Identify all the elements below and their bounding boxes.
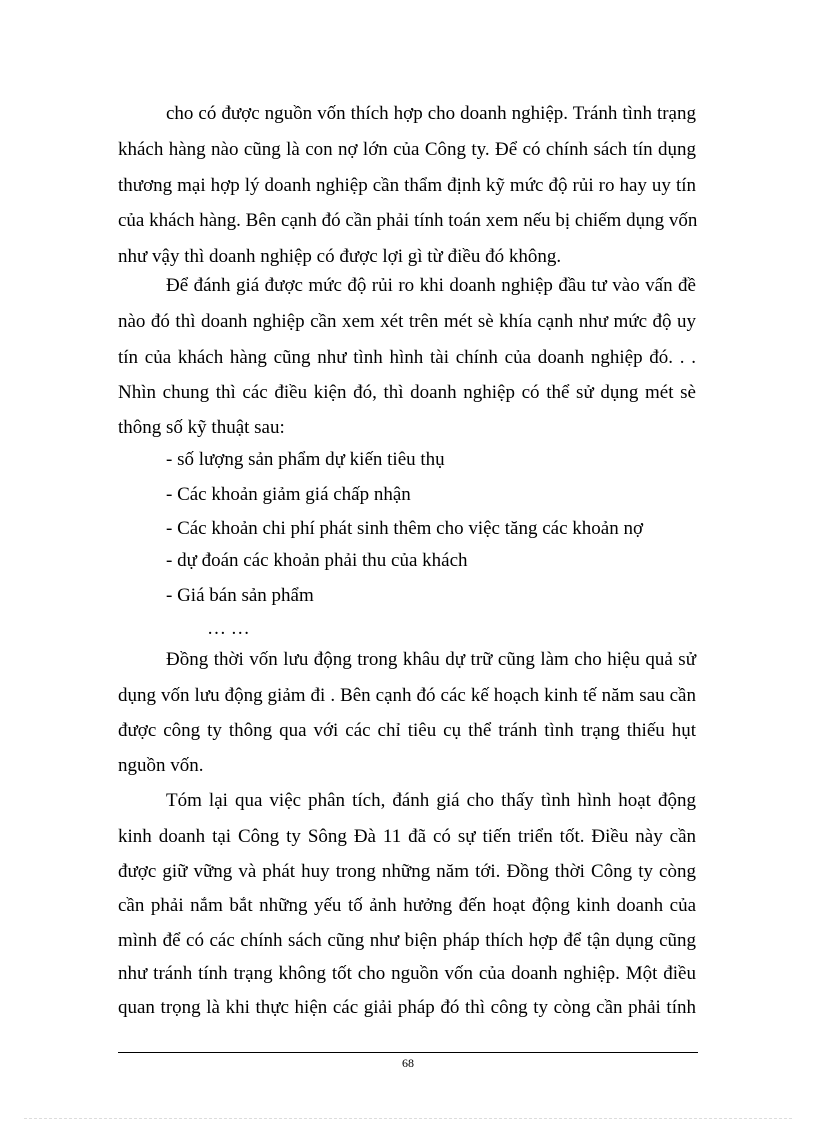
text-line: như tránh tính trạng không tốt cho nguồn vốn của doanh nghiệp. Một điều <box>118 963 696 984</box>
text-line: nguồn vốn. <box>118 755 204 776</box>
text-line: khách hàng nào cũng là con nợ lớn của Công ty. Để có chính sách tín dụng <box>118 139 696 160</box>
text-line: cần phải nắm bắt những yếu tố ảnh hưởng đến hoạt động kinh doanh của <box>118 895 696 916</box>
list-item: - Giá bán sản phẩm <box>166 585 314 606</box>
text-line: nào đó thì doanh nghiệp cần xem xét trên mét sè khía cạnh như mức độ uy <box>118 311 696 332</box>
list-item: - số lượng sản phẩm dự kiến tiêu thụ <box>166 449 445 470</box>
ellipsis: … … <box>207 618 250 639</box>
list-item: - Các khoản giảm giá chấp nhận <box>166 484 411 505</box>
text-line: quan trọng là khi thực hiện các giải pháp đó thì công ty còng cần phải tính <box>118 997 696 1018</box>
text-line: được công ty thông qua với các chỉ tiêu cụ thể tránh tình trạng thiếu hụt <box>118 720 696 741</box>
text-line: thông số kỹ thuật sau: <box>118 417 285 438</box>
list-item: - Các khoản chi phí phát sinh thêm cho việc tăng các khoản nợ <box>166 518 643 539</box>
text-line: Đồng thời vốn lưu động trong khâu dự trữ cũng làm cho hiệu quả sử <box>166 649 696 670</box>
text-line: Tóm lại qua việc phân tích, đánh giá cho thấy tình hình hoạt động <box>166 790 696 811</box>
footer-divider <box>118 1052 698 1053</box>
text-line: Để đánh giá được mức độ rủi ro khi doanh nghiệp đầu tư vào vấn đề <box>166 275 696 296</box>
text-line: cho có được nguồn vốn thích hợp cho doanh nghiệp. Tránh tình trạng <box>166 103 696 124</box>
text-line: tín của khách hàng cũng như tình hình tài chính của doanh nghiệp đó. . . <box>118 347 696 368</box>
text-line: kinh doanh tại Công ty Sông Đà 11 đã có sự tiến triển tốt. Điều này cần <box>118 826 696 847</box>
page-number: 68 <box>402 1056 414 1070</box>
list-item: - dự đoán các khoản phải thu của khách <box>166 550 468 571</box>
text-line: như vậy thì doanh nghiệp có được lợi gì từ điều đó không. <box>118 246 562 267</box>
text-line: thương mại hợp lý doanh nghiệp cần thẩm định kỹ mức độ rủi ro hay uy tín <box>118 175 696 196</box>
text-line: Nhìn chung thì các điều kiện đó, thì doanh nghiệp có thể sử dụng mét sè <box>118 382 696 403</box>
text-line: mình để có các chính sách cũng như biện pháp thích hợp để tận dụng cũng <box>118 930 696 951</box>
text-line: dụng vốn lưu động giảm đi . Bên cạnh đó các kế hoạch kinh tế năm sau cần <box>118 685 696 706</box>
page-bottom-border <box>24 1118 792 1119</box>
text-line: được giữ vững và phát huy trong những năm tới. Đồng thời Công ty còng <box>118 861 696 882</box>
text-line: của khách hàng. Bên cạnh đó cần phải tính toán xem nếu bị chiếm dụng vốn <box>118 210 698 231</box>
